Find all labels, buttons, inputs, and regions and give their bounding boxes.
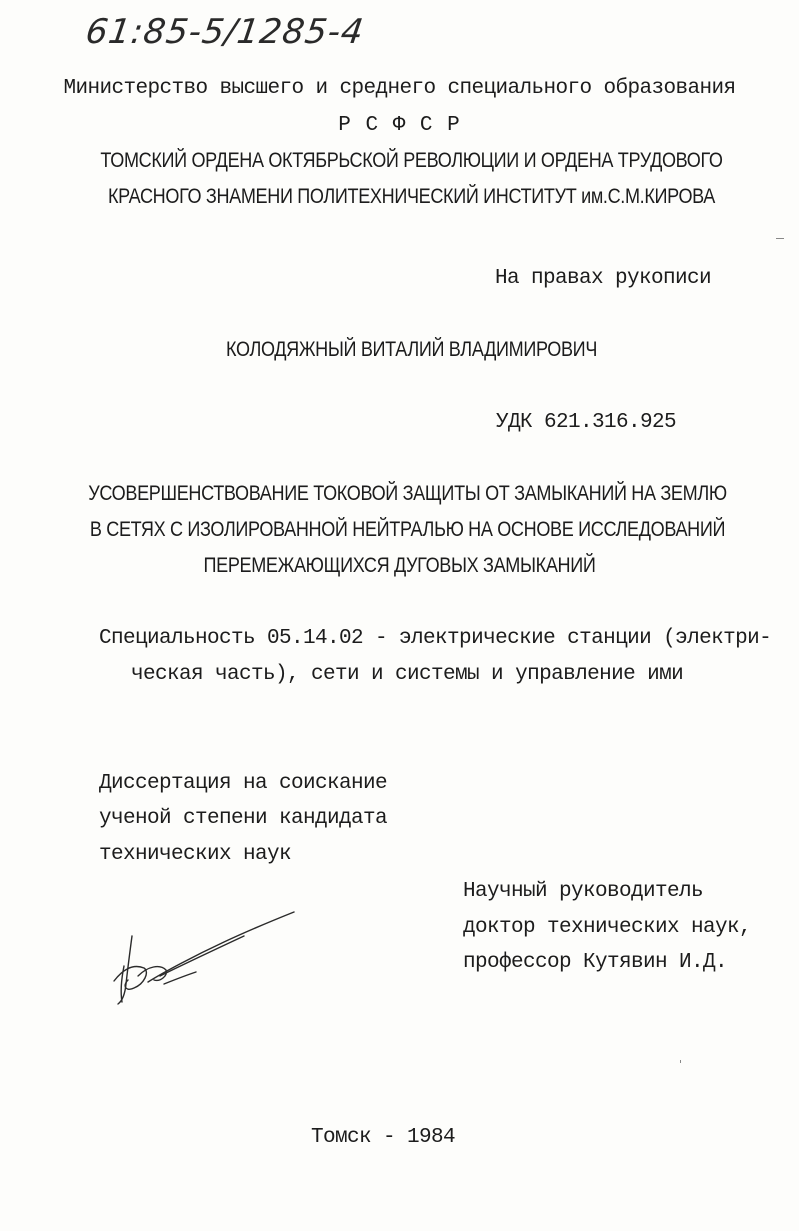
scan-speck: [680, 1060, 681, 1063]
author-name: КОЛОДЯЖНЫЙ ВИТАЛИЙ ВЛАДИМИРОВИЧ: [225, 338, 598, 361]
author-signature-icon: [104, 906, 304, 1016]
ministry-line: Министерство высшего и среднего специального образования: [63, 77, 736, 100]
supervisor-line-2: доктор технических наук,: [463, 916, 752, 939]
supervisor-line-1: Научный руководитель: [463, 880, 704, 903]
institute-line-1: ТОМСКИЙ ОРДЕНА ОКТЯБРЬСКОЙ РЕВОЛЮЦИИ И ОРДЕНА ТРУДОВОГО: [100, 149, 723, 172]
city-year: Томск - 1984: [311, 1126, 456, 1149]
dissertation-title-line-2: В СЕТЯХ С ИЗОЛИРОВАННОЙ НЕЙТРАЛЬЮ НА ОСНОВЕ ИССЛЕДОВАНИЙ: [89, 518, 726, 541]
scan-speck: [776, 238, 784, 239]
supervisor-line-3: профессор Кутявин И.Д.: [463, 951, 728, 974]
institute-line-2: КРАСНОГО ЗНАМЕНИ ПОЛИТЕХНИЧЕСКИЙ ИНСТИТУТ им.С.М.КИРОВА: [108, 185, 715, 208]
specialty-line-1: Специальность 05.14.02 - электрические станции (электри-: [99, 627, 772, 650]
dissertation-line-3: технических наук: [99, 843, 292, 866]
dissertation-title-line-1: УСОВЕРШЕНСТВОВАНИЕ ТОКОВОЙ ЗАЩИТЫ ОТ ЗАМЫКАНИЙ НА ЗЕМЛЮ: [88, 482, 727, 505]
handwritten-archive-code: 61:85-5/1285-4: [83, 12, 367, 52]
republic-line: Р С Ф С Р: [338, 114, 461, 137]
dissertation-line-2: ученой степени кандидата: [99, 807, 388, 830]
specialty-line-2: ческая часть), сети и системы и управление ими: [131, 663, 684, 686]
dissertation-line-1: Диссертация на соискание: [99, 772, 388, 795]
manuscript-rights-note: На правах рукописи: [495, 267, 712, 290]
dissertation-title-line-3: ПЕРЕМЕЖАЮЩИХСЯ ДУГОВЫХ ЗАМЫКАНИЙ: [203, 554, 596, 577]
udc-code: УДК 621.316.925: [496, 411, 677, 434]
